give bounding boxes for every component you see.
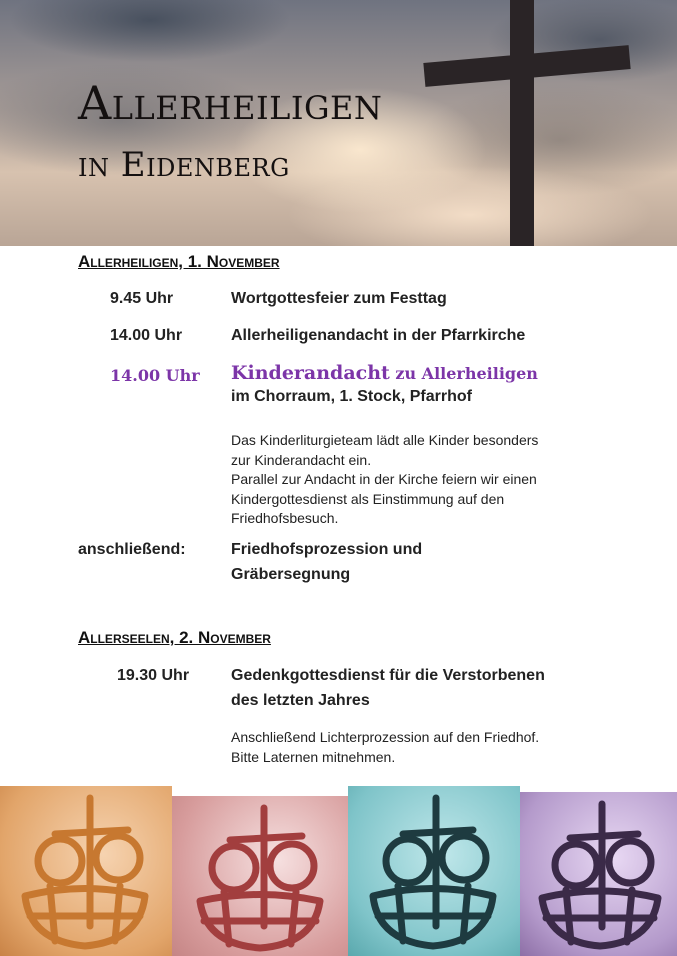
kinder-location: im Chorraum, 1. Stock, Pfarrhof (231, 388, 472, 405)
schedule-time: 19.30 Uhr (117, 667, 190, 684)
section-heading-allerseelen: Allerseelen, 2. November (78, 628, 271, 647)
schedule-text: des letzten Jahres (231, 692, 370, 709)
kinder-time: 14.00 Uhr (110, 366, 200, 385)
schedule-time: 9.45 Uhr (110, 290, 174, 307)
kids-cross-boat-icon (348, 786, 520, 956)
page-subtitle: in Eidenberg (78, 145, 290, 185)
kinder-title-main: Kinderandacht (231, 362, 390, 384)
page-title: Allerheiligen (78, 76, 383, 130)
description-line: Das Kinderliturgieteam lädt alle Kinder besonders (231, 432, 539, 448)
kinder-title-rest: zu Allerheiligen (389, 364, 538, 383)
tile-teal (348, 786, 520, 956)
tile-violet (520, 792, 677, 956)
description-line: zur Kinderandacht ein. (231, 451, 372, 468)
header-banner (0, 0, 677, 246)
kids-cross-boat-icon (520, 792, 677, 956)
schedule-text: Wortgottesfeier zum Festtag (231, 290, 447, 307)
note-line: Anschließend Lichterprozession auf den Friedhof. (231, 729, 540, 745)
tile-orange (0, 786, 172, 956)
description-line: Kindergottesdienst als Einstimmung auf den (231, 490, 505, 507)
note-line: Bitte Laternen mitnehmen. (231, 748, 396, 765)
kids-cross-boat-icon (0, 786, 172, 956)
kinder-title (231, 362, 538, 384)
after-label: anschließend: (78, 541, 186, 558)
schedule-text: Gedenkgottesdienst für die Verstorbenen (231, 667, 545, 684)
cross-icon (510, 0, 534, 246)
description-line: Friedhofsbesuch. (231, 510, 339, 526)
tile-red (172, 796, 348, 956)
after-line2: Gräbersegnung (231, 566, 351, 583)
schedule-time: 14.00 Uhr (110, 327, 183, 344)
after-line1: Friedhofsprozession und (231, 541, 423, 558)
kids-cross-boat-icon (172, 796, 348, 956)
kinder-description (231, 431, 538, 529)
section-heading-allerheiligen: Allerheiligen, 1. November (78, 252, 280, 271)
allerseelen-note (231, 728, 539, 767)
schedule-text: Allerheiligenandacht in der Pfarrkirche (231, 327, 526, 344)
description-line: Parallel zur Andacht in der Kirche feiern wir einen (231, 471, 537, 487)
